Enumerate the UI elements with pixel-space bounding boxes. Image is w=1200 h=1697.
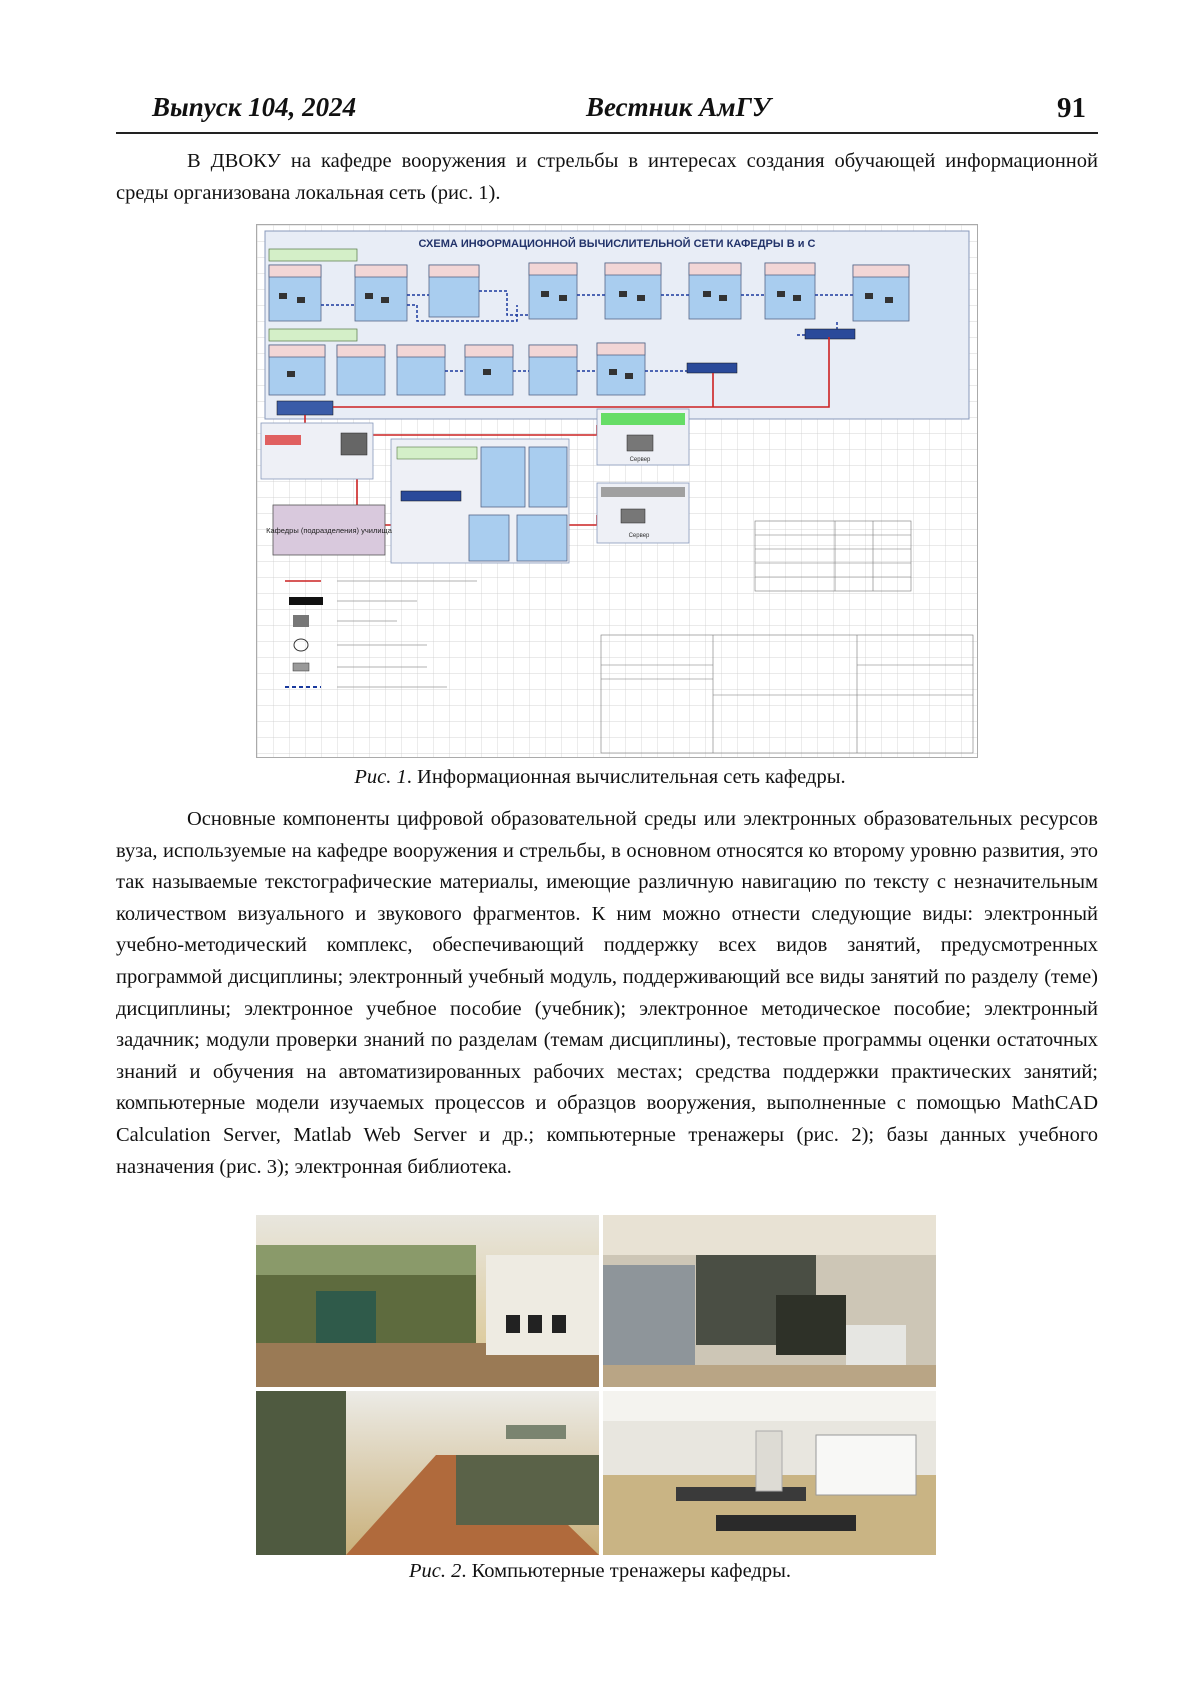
- figure-1-label: Рис. 1: [354, 766, 407, 788]
- figure-2-text: . Компьютерные тренажеры кафедры.: [461, 1560, 791, 1582]
- photo-collage: [256, 1215, 936, 1555]
- server-room-2-label: Сервер: [628, 533, 650, 539]
- departments-label: Кафедры (подразделения) училища: [266, 526, 392, 535]
- running-header: [116, 92, 1098, 134]
- figure-1-caption: [0, 766, 1200, 789]
- network-diagram-figure: [256, 224, 978, 758]
- paragraph-main: Основные компоненты цифровой образовательной среды или электронных образовательных ресурсов вуза, используемые на кафедре вооружения и стрельбы, в основном относятся ко второму уровню развития, это так называемые текстографические материалы, имеющие различную навигацию по тексту с незначительным количеством визуального и звукового фрагментов. К ним можно отнести следующие виды: электронный учебно-методический комплекс, обеспечивающий поддержку всех видов занятий, предусмотренных программой дисциплины; электронный учебный модуль, поддерживающий все виды занятий по разделу (теме) дисциплины; электронное учебное пособие (учебник); электронное методическое пособие; электронный задачник; модули проверки знаний по разделам (темам дисциплины), тестовые программы оценки остаточных знаний и обучения на автоматизированных рабочих местах; средства поддержки практических занятий; компьютерные модели изучаемых процессов и образцов вооружения, выполненные с помощью MathCAD Calculation Server, Matlab Web Server и др.; компьютерные тренажеры (рис. 2); базы данных учебного назначения (рис. 3); электронная библиотека.: [116, 808, 1098, 1178]
- server-room-1-label: Сервер: [629, 457, 651, 463]
- photo-computer-classroom: [603, 1391, 936, 1555]
- paragraph-intro: В ДВОКУ на кафедре вооружения и стрельбы в интересах создания обучающей информационной среды организована локальная сеть (рис. 1).: [116, 150, 1098, 204]
- figure-2-caption: [0, 1560, 1200, 1583]
- figure-1-text: . Информационная вычислительная сеть кафедры.: [406, 766, 846, 788]
- network-diagram: [257, 225, 977, 757]
- switch-2: [805, 329, 855, 339]
- photo-simulator-equipment: [603, 1215, 936, 1387]
- photo-camouflage-hall: [256, 1391, 599, 1555]
- figure-2-label: Рис. 2: [409, 1560, 462, 1582]
- page-number: 91: [1057, 92, 1086, 124]
- switch-1: [687, 363, 737, 373]
- photo-classroom-panorama: [256, 1215, 599, 1387]
- diagram-title: СХЕМА ИНФОРМАЦИОННОЙ ВЫЧИСЛИТЕЛЬНОЙ СЕТИ КАФЕДРЫ В и С: [418, 238, 816, 250]
- main-switch: [277, 401, 333, 415]
- trainers-photo-collage: [256, 1215, 936, 1555]
- issue-label: Выпуск 104, 2024: [152, 92, 357, 122]
- journal-title: Вестник АмГУ: [586, 92, 771, 122]
- server-icon: [341, 433, 367, 455]
